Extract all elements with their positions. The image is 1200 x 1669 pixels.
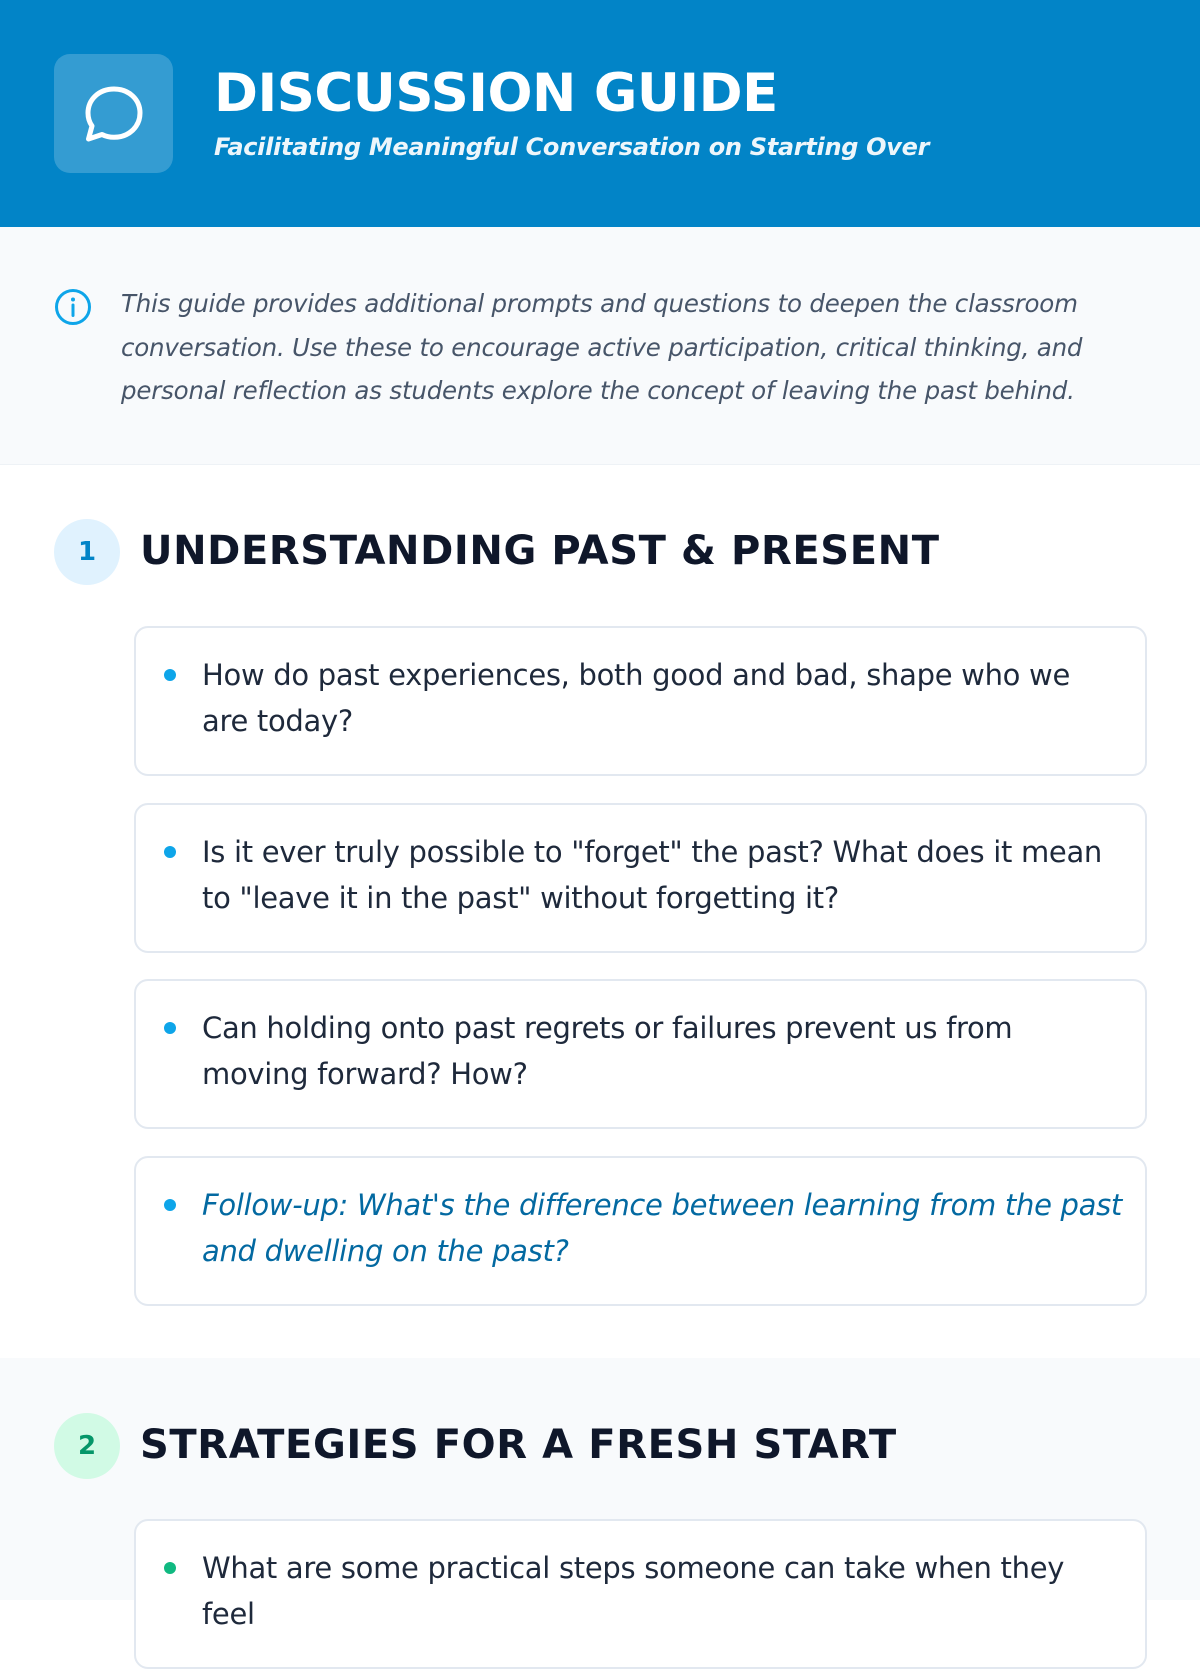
followup-question-text: Follow-up: What's the difference between learning from the past and dwelling on the past? — [202, 1188, 1122, 1268]
intro-text: This guide provides additional prompts and questions to deepen the classroom conversation. Use these to encourage active participation, critical thinking, and personal reflection as students explore the concept of leaving the past behind. — [121, 289, 1083, 405]
question-card — [134, 979, 1147, 1129]
bullet-dot-icon — [164, 1022, 176, 1034]
page-header — [0, 0, 1200, 227]
bullet-dot-icon — [164, 669, 176, 681]
bullet-dot-icon — [164, 846, 176, 858]
question-card — [134, 803, 1147, 953]
question-text: What are some practical steps someone can take when they feel — [202, 1551, 1065, 1631]
question-card — [134, 1519, 1147, 1669]
section-number-badge: 2 — [54, 1413, 120, 1479]
question-text: Can holding onto past regrets or failures prevent us from moving forward? How? — [202, 1011, 1013, 1091]
question-text: Is it ever truly possible to "forget" the past? What does it mean to "leave it in the past" without forgetting it? — [202, 835, 1102, 915]
section-number-badge: 1 — [54, 519, 120, 585]
section-title: STRATEGIES FOR A FRESH START — [140, 1422, 897, 1468]
bullet-dot-icon — [164, 1562, 176, 1574]
question-card — [134, 626, 1147, 776]
question-text: How do past experiences, both good and bad, shape who we are today? — [202, 658, 1070, 738]
bullet-dot-icon — [164, 1199, 176, 1211]
section-title: UNDERSTANDING PAST & PRESENT — [140, 528, 940, 574]
chat-bubble-icon — [82, 82, 146, 146]
page-subtitle: Facilitating Meaningful Conversation on Starting Over — [214, 133, 930, 161]
followup-card — [134, 1156, 1147, 1306]
logo-badge — [54, 54, 173, 173]
page-title: DISCUSSION GUIDE — [214, 63, 778, 124]
info-icon — [54, 288, 92, 326]
